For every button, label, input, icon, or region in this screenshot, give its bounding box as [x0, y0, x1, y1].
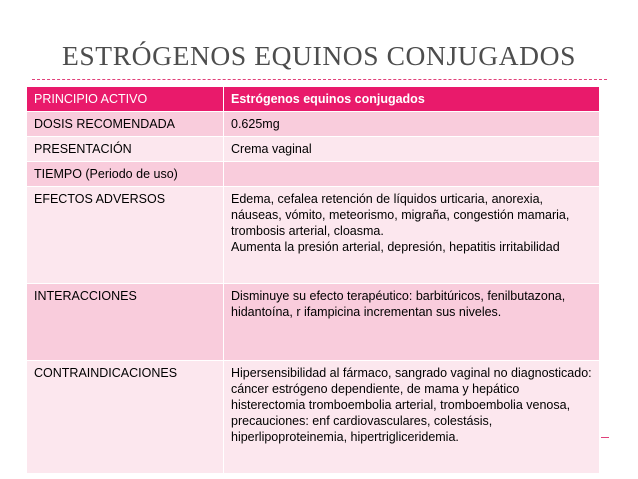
- page-corner-mark: [601, 437, 609, 438]
- header-value-cell: Estrógenos equinos conjugados: [224, 87, 600, 112]
- row-label-tiempo: TIEMPO (Periodo de uso): [27, 162, 224, 187]
- row-label-efectos-adversos: EFECTOS ADVERSOS: [27, 187, 224, 284]
- table-row-presentacion: [27, 137, 600, 162]
- title-divider: [32, 79, 607, 80]
- row-value-presentacion: Crema vaginal: [224, 137, 600, 162]
- table-header-row: [27, 87, 600, 112]
- row-label-presentacion: PRESENTACIÓN: [27, 137, 224, 162]
- header-label-cell: PRINCIPIO ACTIVO: [27, 87, 224, 112]
- efectos-adversos-text-2: Aumenta la presión arterial, depresión, hepatitis irritabilidad: [231, 240, 560, 254]
- row-value-tiempo: [224, 162, 600, 187]
- row-label-interacciones: INTERACCIONES: [27, 284, 224, 361]
- slide-title: ESTRÓGENOS EQUINOS CONJUGADOS: [62, 40, 576, 71]
- row-value-contraindicaciones: Hipersensibilidad al fármaco, sangrado vaginal no diagnosticado: cáncer estrógeno dependiente, de mama y hepático histerectomia tromboembolia arterial, tromboembolia venosa, precauciones: enf cardiovasculares, colestásis, hiperlipoproteinemia, hipertrigliceridemia.: [224, 361, 600, 474]
- table-row-efectos-adversos: [27, 187, 600, 284]
- table-row-contraindicaciones: [27, 361, 600, 474]
- row-value-dosis: 0.625mg: [224, 112, 600, 137]
- table-row-tiempo: [27, 162, 600, 187]
- table-row-dosis: [27, 112, 600, 137]
- table-row-interacciones: [27, 284, 600, 361]
- drug-info-table: [26, 86, 600, 474]
- row-label-dosis: DOSIS RECOMENDADA: [27, 112, 224, 137]
- row-value-interacciones: Disminuye su efecto terapéutico: barbitúricos, fenilbutazona, hidantoína, r ifampicina incrementan sus niveles.: [224, 284, 600, 361]
- row-label-contraindicaciones: CONTRAINDICACIONES: [27, 361, 224, 474]
- efectos-adversos-text-1: Edema, cefalea retención de líquidos urticaria, anorexia, náuseas, vómito, meteorismo, migraña, congestión mamaria, trombosis arterial, cloasma.: [231, 192, 570, 238]
- row-value-efectos-adversos: [224, 187, 600, 284]
